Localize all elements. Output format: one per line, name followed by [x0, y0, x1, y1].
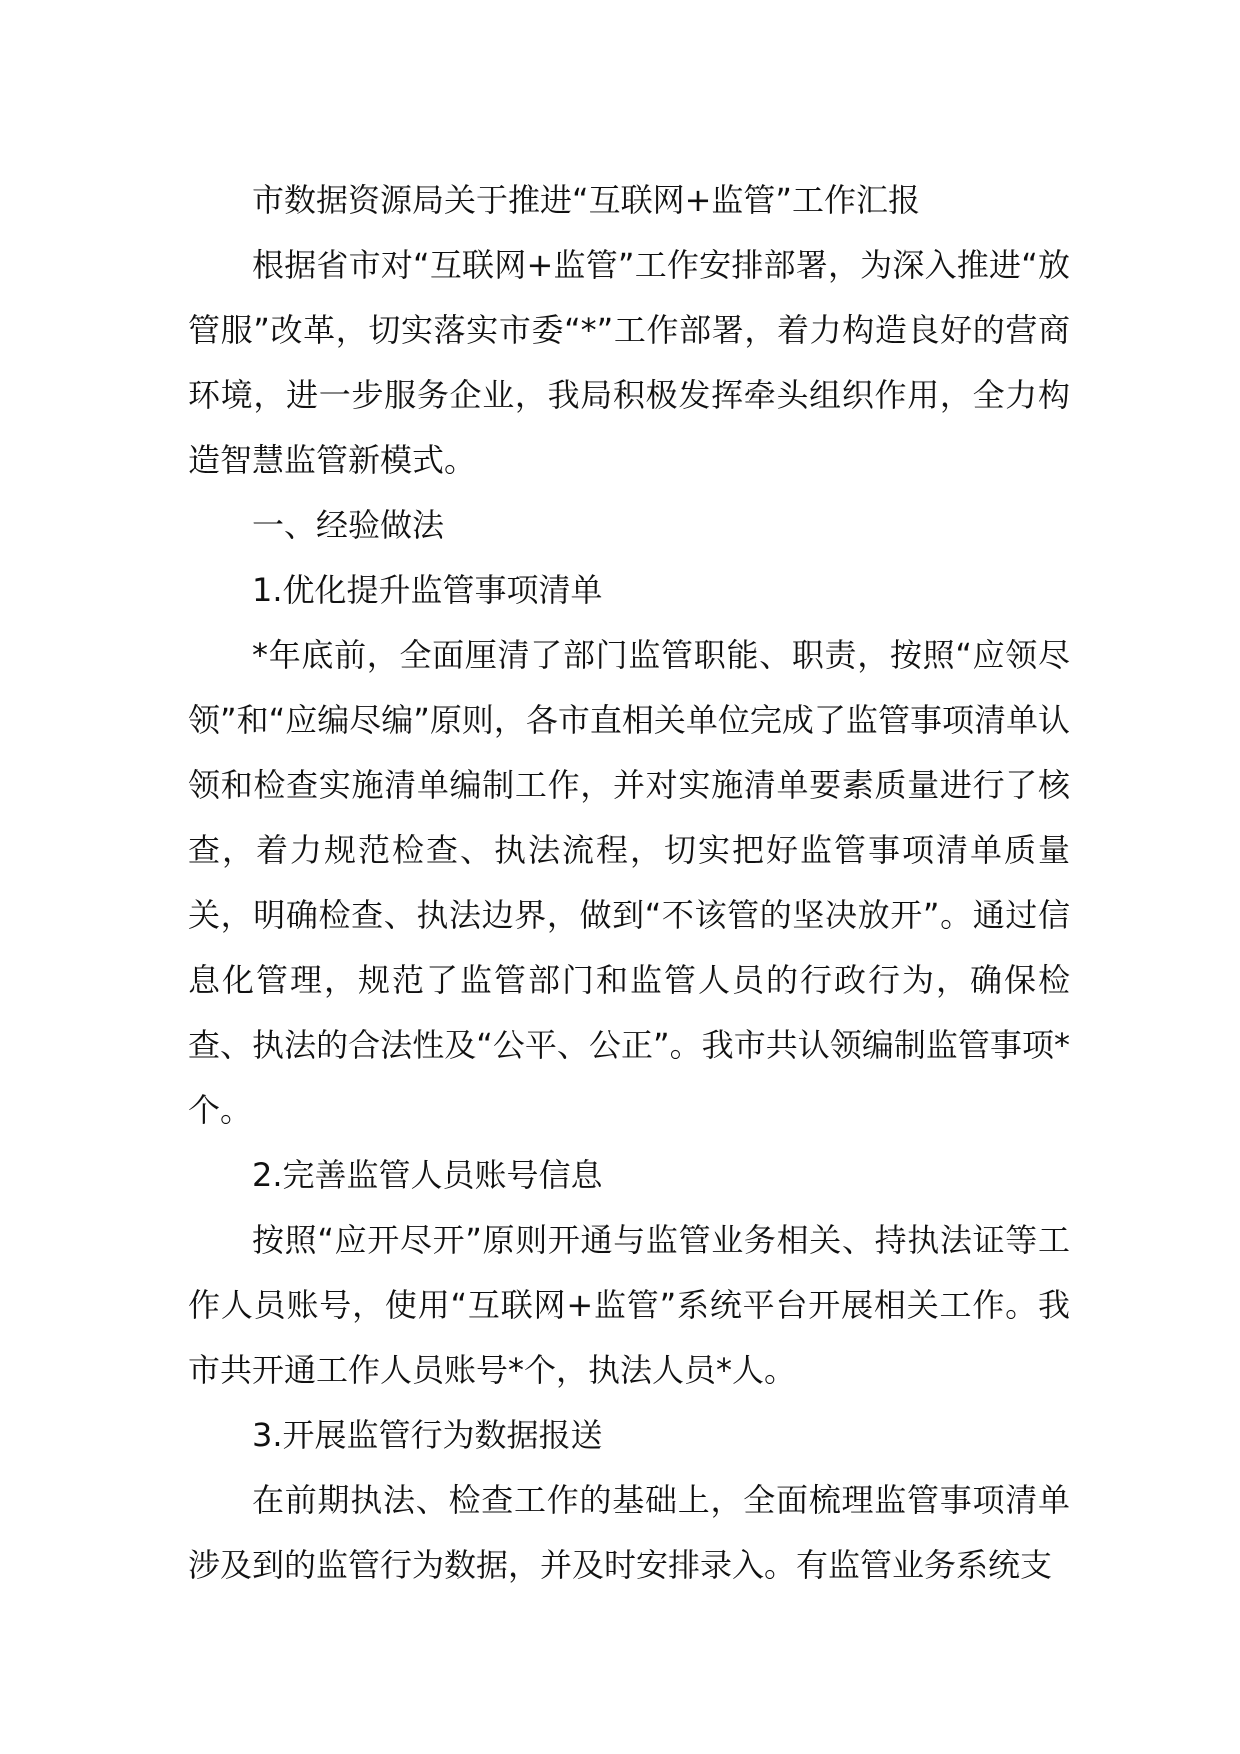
item-body-2: 按照“应开尽开”原则开通与监管业务相关、持执法证等工作人员账号，使用“互联网+监管”系统平台开展相关工作。我市共开通工作人员账号*个，执法人员*人。 [188, 1221, 1070, 1389]
document-title: 市数据资源局关于推进“互联网+监管”工作汇报 [252, 181, 920, 219]
item-body-3: 在前期执法、检查工作的基础上，全面梳理监管事项清单涉及到的监管行为数据，并及时安排录入。有监管业务系统支 [188, 1481, 1070, 1584]
intro-paragraph: 根据省市对“互联网+监管”工作安排部署，为深入推进“放管服”改革，切实落实市委“*”工作部署，着力构造良好的营商环境，进一步服务企业，我局积极发挥牵头组织作用，全力构造智慧监管新模式。 [188, 246, 1070, 479]
item-body-1: *年底前，全面厘清了部门监管职能、职责，按照“应领尽领”和“应编尽编”原则，各市直相关单位完成了监管事项清单认领和检查实施清单编制工作，并对实施清单要素质量进行了核查，着力规范检查、执法流程，切实把好监管事项清单质量关，明确检查、执法边界，做到“不该管的坚决放开”。通过信息化管理，规范了监管部门和监管人员的行政行为，确保检查、执法的合法性及“公平、公正”。我市共认领编制监管事项*个。 [188, 636, 1070, 1129]
item-heading-2: 2.完善监管人员账号信息 [252, 1156, 603, 1194]
section-heading-experience: 一、经验做法 [252, 506, 445, 544]
item-heading-1: 1.优化提升监管事项清单 [252, 571, 603, 609]
item-heading-3: 3.开展监管行为数据报送 [252, 1416, 603, 1454]
document-body [188, 168, 1070, 1598]
